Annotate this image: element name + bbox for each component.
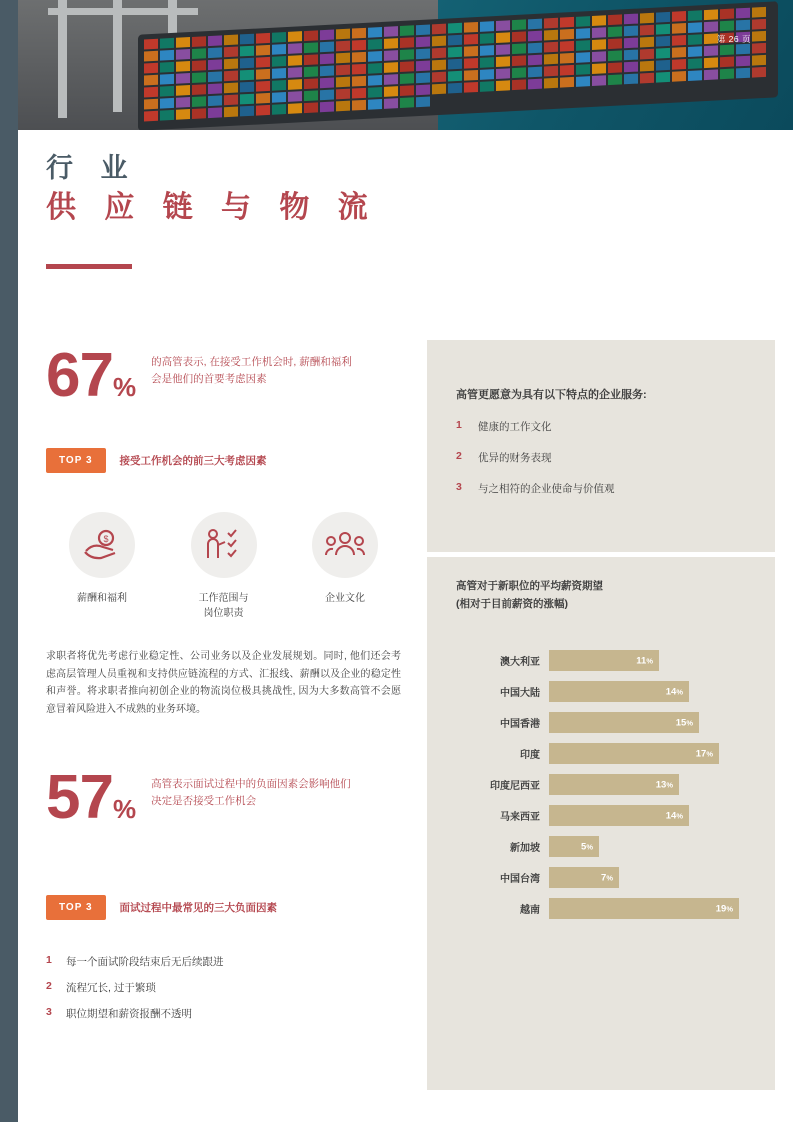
chart-bar-label: 越南 xyxy=(520,905,540,916)
list-item-number: 2 xyxy=(46,980,52,992)
chart-bar xyxy=(549,867,619,888)
stat-description-67: 的高管表示, 在接受工作机会时, 薪酬和福利会是他们的首要考虑因素 xyxy=(151,356,352,386)
title-line-1: 行 业 xyxy=(46,153,138,183)
list-item xyxy=(456,419,552,434)
chart-bar-value: 14% xyxy=(665,686,683,697)
chart-bar-row xyxy=(456,805,756,826)
top3-badge: TOP 3 xyxy=(46,895,106,920)
chart-bar xyxy=(549,898,739,919)
chart-bar-row xyxy=(456,898,756,919)
chart-bar-value: 11% xyxy=(636,655,653,666)
chart-bar xyxy=(549,650,659,671)
chart-bar xyxy=(549,681,689,702)
list-item xyxy=(46,1006,396,1021)
list-item xyxy=(456,450,552,465)
left-accent-bar xyxy=(0,0,18,1122)
list-item xyxy=(46,954,396,969)
chart-bar-row xyxy=(456,836,756,857)
list-item-label: 职位期望和薪资报酬不透明 xyxy=(66,1008,192,1020)
chart-bar-label: 中国台湾 xyxy=(500,874,540,885)
top3-caption: 面试过程中最常见的三大负面因素 xyxy=(119,902,278,914)
chart-bar-label: 中国香港 xyxy=(500,719,540,730)
chart-bar xyxy=(549,743,719,764)
chart-bar xyxy=(549,805,689,826)
chart-bar-row xyxy=(456,681,756,702)
crane-icon xyxy=(58,0,67,118)
svg-text:$: $ xyxy=(103,534,109,544)
stat-block-67 xyxy=(46,341,356,410)
chart-bar-value: 14% xyxy=(665,810,683,821)
chart-bar-label: 印度尼西亚 xyxy=(490,781,540,792)
factor-label: 薪酬和福利 xyxy=(77,593,127,604)
job-scope-icon xyxy=(191,512,257,578)
chart-bar-row xyxy=(456,867,756,888)
list-item-number: 2 xyxy=(456,450,462,462)
list-item-label: 优异的财务表现 xyxy=(478,452,552,464)
chart-bar-label: 马来西亚 xyxy=(500,812,540,823)
chart-bar-value: 7% xyxy=(601,872,613,883)
list-item-number: 3 xyxy=(456,481,462,493)
chart-bar xyxy=(549,712,699,733)
top-factors-icons xyxy=(46,512,401,621)
stat-number-57: 57% xyxy=(46,763,136,832)
factor-item xyxy=(46,512,158,621)
top3-badge: TOP 3 xyxy=(46,448,106,473)
chart-bar-label: 印度 xyxy=(520,750,540,761)
chart-bar-row xyxy=(456,774,756,795)
list-item xyxy=(456,481,615,496)
top3-badge-block-b xyxy=(46,895,277,920)
title-underline xyxy=(46,264,132,269)
crane-beam-icon xyxy=(48,8,198,15)
chart-bar-value: 19% xyxy=(715,903,733,914)
chart-bar-value: 17% xyxy=(695,748,713,759)
chart-bar-label: 新加坡 xyxy=(510,843,540,854)
salary-increase-bar-chart xyxy=(456,650,756,929)
chart-bar xyxy=(549,836,599,857)
chart-bar-row xyxy=(456,650,756,671)
chart-bar-label: 澳大利亚 xyxy=(500,657,540,668)
chart-bar-row xyxy=(456,743,756,764)
body-paragraph: 求职者将优先考虑行业稳定性、公司业务以及企业发展规划。同时, 他们还会考虑高层管理人员重视和支持供应链流程的方式、汇报线、薪酬以及企业的稳定性和声誉。将求职者推向初创企业的物流岗位极具挑战性, 因为大多数高管不会愿意冒着风险进入不成熟的业务环境。 xyxy=(46,651,401,715)
list-item-number: 3 xyxy=(46,1006,52,1018)
list-item-number: 1 xyxy=(456,419,462,431)
stat-number-67: 67% xyxy=(46,341,136,410)
stat-description-57: 高管表示面试过程中的负面因素会影响他们决定是否接受工作机会 xyxy=(151,778,351,808)
list-item-label: 流程冗长, 过于繁琐 xyxy=(66,982,156,994)
chart-bar xyxy=(549,774,679,795)
list-item xyxy=(46,980,396,995)
employer-preferences-card xyxy=(427,340,775,552)
list-item-number: 1 xyxy=(46,954,52,966)
factor-item xyxy=(289,512,401,621)
stat-block-57 xyxy=(46,763,356,832)
page-title xyxy=(46,152,378,227)
title-line-2: 供 应 链 与 物 流 xyxy=(46,191,378,225)
hero-image xyxy=(18,0,793,130)
chart-bar-value: 15% xyxy=(675,717,693,728)
page-number: 第 26 页 xyxy=(716,34,751,44)
list-item-label: 健康的工作文化 xyxy=(478,421,552,433)
factor-item xyxy=(168,512,280,621)
crane-icon xyxy=(113,0,122,112)
chart-bar-value: 5% xyxy=(581,841,593,852)
salary-benefits-icon xyxy=(69,512,135,578)
chart-title: 高管对于新职位的平均薪资期望 (相对于目前薪资的涨幅) xyxy=(456,580,603,610)
chart-bar-label: 中国大陆 xyxy=(500,688,540,699)
card-heading: 高管更愿意为具有以下特点的企业服务: xyxy=(456,389,647,401)
negative-factors-list xyxy=(46,954,396,1032)
chart-bar-value: 13% xyxy=(655,779,673,790)
top3-caption: 接受工作机会的前三大考虑因素 xyxy=(119,455,267,467)
list-item-label: 每一个面试阶段结束后无后续跟进 xyxy=(66,956,224,968)
top3-badge-block-a xyxy=(46,448,267,473)
list-item-label: 与之相符的企业使命与价值观 xyxy=(478,483,615,495)
factor-label: 企业文化 xyxy=(325,593,365,604)
chart-bar-row xyxy=(456,712,756,733)
company-culture-icon xyxy=(312,512,378,578)
factor-label: 工作范围与 岗位职责 xyxy=(198,593,249,619)
